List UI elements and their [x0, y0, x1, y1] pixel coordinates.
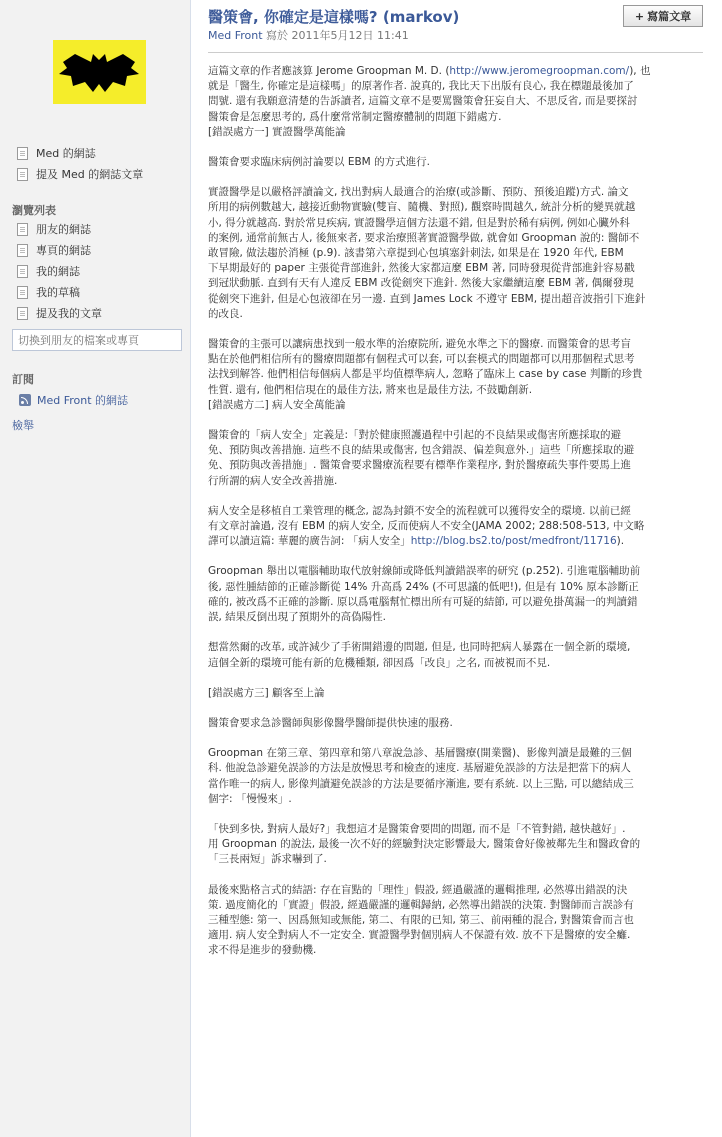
sidebar-item-friends-blogs[interactable]: 朋友的網誌: [17, 221, 91, 237]
paragraph: [208, 686, 698, 701]
paragraph: [208, 337, 698, 413]
text: 「三長兩短」訴求嚇到了.: [208, 853, 327, 866]
text: 點在於他們相信所有的醫療問題都有個程式可以套, 可以套模式的問題都可以用那個程式思考: [208, 353, 635, 366]
sidebar-item-my-drafts[interactable]: 我的草稿: [17, 284, 80, 300]
text: 病人安全是移植自工業管理的概念, 認為封鎖不安全的流程就可以獲得安全的環境. 以前已經: [208, 504, 631, 517]
bat-logo-icon: [53, 40, 146, 104]
text: ), 也: [629, 65, 651, 77]
document-icon: [17, 244, 28, 257]
section-heading: [錯誤處方三] 顧客至上論: [208, 686, 325, 699]
post-title: 醫策會, 你確定是這樣嗎? (markov): [208, 8, 460, 26]
browse-heading: 瀏覽列表: [12, 204, 56, 217]
paragraph: [208, 564, 698, 625]
text: 的案例, 通常前無古人, 後無來者, 要求治療照著實證醫學做, 就會如 Groopman 說的: 醫師不: [208, 231, 640, 244]
document-icon: [17, 168, 28, 181]
text: ).: [616, 535, 625, 548]
paragraph: [208, 155, 698, 170]
text: 求不得是進步的發動機.: [208, 944, 317, 957]
text: 當作唯一的病人, 影像判讀避免誤診的方法是要循序漸進, 要有系統. 以上三點, 可以總結成三: [208, 777, 634, 790]
rss-icon: [19, 394, 31, 406]
divider: [208, 52, 703, 53]
text: 免、預防與改善措施」. 醫策會要求醫療流程要有標準作業程序, 對於醫療疏失事件要馬上進: [208, 459, 631, 472]
paragraph: [208, 504, 698, 550]
document-icon: [17, 286, 28, 299]
sidebar-item-mentions-me[interactable]: 提及我的文章: [17, 305, 102, 321]
paragraph: [208, 640, 698, 670]
write-post-button[interactable]: [623, 5, 703, 27]
section-heading: [錯誤處方一] 實證醫學萬能論: [208, 125, 346, 138]
text: 問號. 還有我願意清楚的告訴讀者, 這篇文章不是要罵醫策會狂妄自大、不思反省, 而是要探討: [208, 95, 638, 108]
section-heading: [錯誤處方二] 病人安全萬能論: [208, 398, 346, 411]
text: 醫策會要求急診醫師與影像醫學醫師提供快速的服務.: [208, 716, 453, 729]
text: 到冠狀動脈. 直到有天有人違反 EBM 改從劍突下進針. 然後大家繼續這麼 EBM 著, 偶爾發現: [208, 277, 634, 290]
text: 確的, 被改爲不正確的診斷. 原以爲電腦幫忙標出所有可疑的結節, 可以避免掛萬漏一的判讀錯: [208, 595, 638, 608]
text: 「快到多快, 對病人最好?」我想這才是醫策會要問的問題, 而不是「不管對錯, 越快越好」.: [208, 822, 626, 835]
text: 用 Groopman 的說法, 最後一次不好的經驗對決定影響最大, 醫策會好像被鄰先生和醫政會的: [208, 838, 641, 851]
text: 個字: 「慢慢來」.: [208, 792, 292, 805]
text: 想當然爾的改革, 或許減少了手術開錯邊的問題, 但是, 也同時把病人暴露在一個全新的環境,: [208, 641, 631, 654]
sidebar-item-mentions-med[interactable]: 提及 Med 的網誌文章: [17, 166, 143, 182]
text: 下早期最好的 paper 主張從背部進針, 然後大家都這麼 EBM 著, 同時發現從背部進針容易戳: [208, 262, 635, 275]
author-link[interactable]: Med Front: [208, 29, 263, 42]
text: 敢冒險, 做法趨於消極 (p.9). 該書第六章提到心包填塞針刺法, 如果是在 1920 年代, EBM: [208, 247, 624, 260]
post-body: [208, 64, 698, 974]
text: 最後來點格言式的結語: 存在盲點的「理性」假設, 經過嚴謹的邏輯推理, 必然導出錯誤的決: [208, 883, 628, 896]
write-post-label: 寫篇文章: [647, 10, 692, 23]
paragraph: [208, 428, 698, 489]
paragraph: [208, 185, 698, 322]
text: 法找到解答. 他們相信每個病人都是平均值標準病人, 忽略了臨床上 case by case 判斷的珍貴: [208, 368, 643, 381]
text: 實證醫學是以嚴格評讀論文, 找出對病人最適合的治療(或診斷、預防、預後追蹤)方式. 論文: [208, 186, 629, 199]
sidebar-item-pages-blogs[interactable]: 專頁的網誌: [17, 242, 91, 258]
text: 這篇文章的作者應該算 Jerome Groopman M. D. (: [208, 65, 450, 77]
text: 有文章討論過, 沒有 EBM 的病人安全, 反而使病人不安全(JAMA 2002; 288:508-513, 中文略: [208, 520, 645, 533]
text: 免、預防與改善措施. 這些不良的結果或傷害, 包含錯誤、偏差與意外.」這些「所應採取的避: [208, 444, 635, 457]
text: 這個全新的環境可能有新的危機種類, 卻因爲「改良」之名, 而被視而不見.: [208, 656, 551, 669]
text: 適用. 病人安全對病人不一定安全. 實證醫學對個別病人不保證有效. 放不下是醫療的安全癱.: [208, 929, 631, 942]
text: Groopman 舉出以電腦輔助取代放射線師或降低判讀錯誤率的研究 (p.252). 引進電腦輔助前: [208, 565, 641, 578]
text: 醫策會的「病人安全」定義是:「對於健康照護過程中引起的不良結果或傷害所應採取的避: [208, 429, 622, 442]
text: 醫策會的主張可以讓病患找到一般水準的治療院所, 避免水準之下的醫療. 而醫策會的思考盲: [208, 338, 631, 351]
document-icon: [17, 265, 28, 278]
text: 的改良.: [208, 307, 243, 320]
text: 從劍突下進針, 但是心包液卻在另一邊. 直到 James Lock 不遵守 EBM, 提出超音波指引下進針: [208, 292, 646, 305]
report-link[interactable]: 檢舉: [12, 419, 34, 432]
document-icon: [17, 307, 28, 320]
document-icon: [17, 147, 28, 160]
blog-post-link[interactable]: http://blog.bs2.to/post/medfront/11716: [410, 535, 617, 548]
text: 科. 他說急診避免誤診的方法是放慢思考和檢查的速度. 基層避免誤診的方法是把當下的病人: [208, 762, 631, 775]
text: 醫策會要求臨床病例討論要以 EBM 的方式進行.: [208, 156, 430, 169]
avatar[interactable]: [53, 40, 146, 104]
paragraph: [208, 822, 698, 868]
text: 策. 過度簡化的「實證」假設, 經過嚴謹的邏輯歸納, 必然導出錯誤的決策. 對醫師而言誤診有: [208, 898, 634, 911]
rss-label[interactable]: Med Front 的網誌: [37, 394, 129, 407]
text: 誤, 結果反倒出現了預期外的高偽陽性.: [208, 611, 387, 624]
post-date: 寫於 2011年5月12日 11:41: [262, 29, 409, 42]
paragraph: [208, 64, 698, 140]
text: 後, 惡性腫結節的正確診斷從 14% 升高爲 24% (不可思議的低吧!), 但是有 10% 原本診斷正: [208, 580, 639, 593]
friend-page-switch-input[interactable]: [12, 329, 182, 351]
paragraph: [208, 716, 698, 731]
text: 就是「醫生, 你確定是這樣嗎」的原著作者. 說真的, 我比天下出版有良心, 我在標題最後加了: [208, 80, 634, 93]
text: 性質. 還有, 他們相信現在的最佳方法, 將來也是最佳方法, 不鼓勵創新.: [208, 383, 533, 396]
text: 所用的病例數越大, 越接近動物實驗(雙盲、隨機、對照), 觀察時間越久, 統計分析的變異就越: [208, 201, 636, 214]
text: 三種型態: 第一、因爲無知或無能, 第二、有限的已知, 第三、前兩種的混合, 對醫策會而言也: [208, 913, 634, 926]
text: 醫策會是怎麼思考的, 爲什麼常常制定醫療體制的問題下錯處方.: [208, 110, 502, 123]
document-icon: [17, 223, 28, 236]
text: 小, 得分就越高. 對於常見疾病, 實證醫學這個方法還不錯, 但是對於稀有病例, 例如心臟外科: [208, 216, 630, 229]
paragraph: [208, 746, 698, 807]
plus-icon: +: [634, 9, 645, 23]
paragraph: [208, 883, 698, 959]
subscribe-heading: 訂閱: [12, 373, 34, 386]
main-content: [190, 0, 722, 1137]
text: 行所謂的病人安全改善措施.: [208, 474, 338, 487]
author-site-link[interactable]: http://www.jeromegroopman.com/: [449, 65, 630, 77]
text: 譯可以讀這篇: 華麗的廣告詞: 「病人安全」: [208, 535, 411, 548]
sidebar-item-my-blog[interactable]: 我的網誌: [17, 263, 80, 279]
text: Groopman 在第三章、第四章和第八章說急診、基層醫療(開業醫)、影像判讀是最難的三個: [208, 747, 632, 760]
sidebar: [0, 0, 190, 1137]
sidebar-item-med-blog[interactable]: Med 的網誌: [17, 145, 96, 161]
rss-feed-link[interactable]: [19, 392, 128, 408]
post-meta: [208, 27, 409, 43]
